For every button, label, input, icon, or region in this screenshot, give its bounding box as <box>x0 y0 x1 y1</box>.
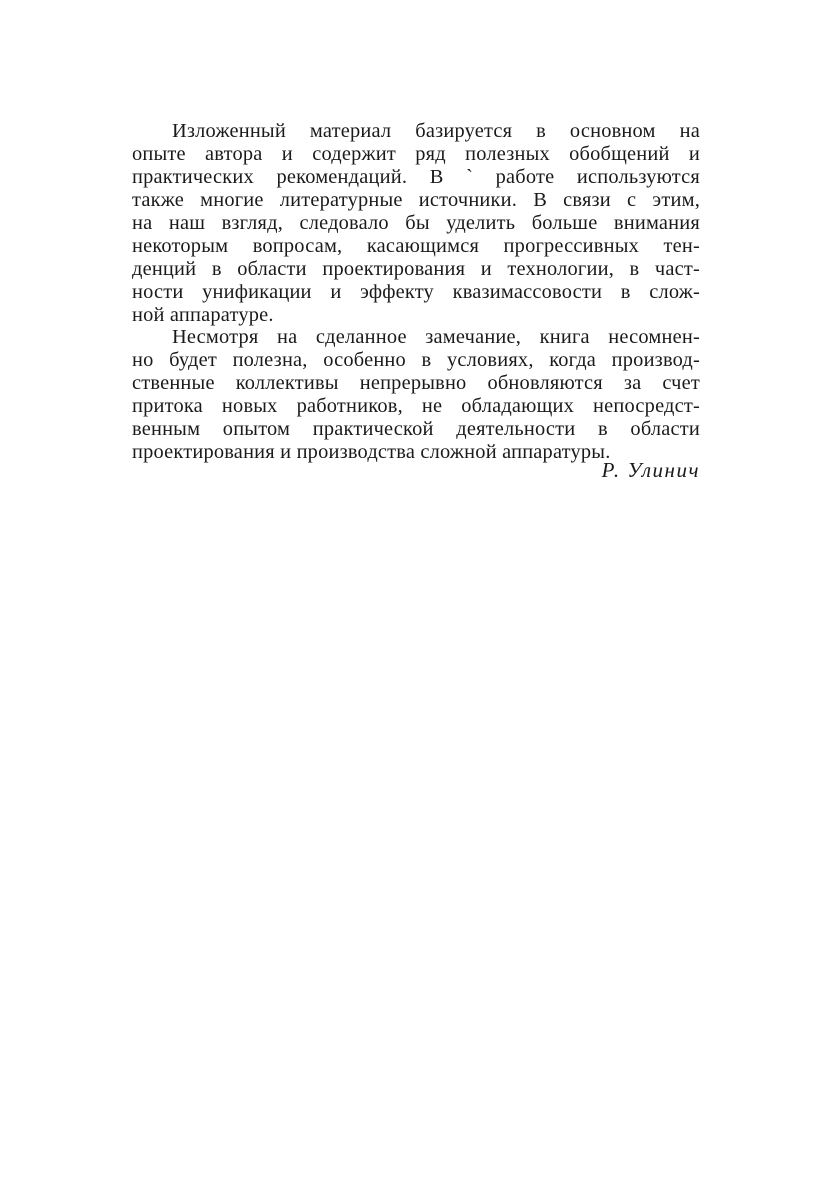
text-line: венным опытом практической деятельности в области <box>132 418 700 441</box>
text-line: на наш взгляд, следовало бы уделить больше внимания <box>132 211 700 234</box>
text-line: также многие литературные источники. В связи с этим, <box>132 188 700 211</box>
text-line: опыте автора и содержит ряд полезных обобщений и <box>132 142 700 165</box>
text-line: Изложенный материал базируется в основном на <box>172 120 700 142</box>
text-line: практических рекомендаций. В ` работе используются <box>132 165 700 188</box>
text-line: но будет полезна, особенно в условиях, когда производ- <box>132 349 700 372</box>
body-text <box>132 120 700 464</box>
paragraph-1 <box>132 120 700 326</box>
text-line: проектирования и производства сложной аппаратуры. <box>132 441 611 464</box>
text-line: ственные коллективы непрерывно обновляются за счет <box>132 372 700 395</box>
text-line: ной аппаратуре. <box>132 303 274 326</box>
text-line: ности унификации и эффекту квазимассовости в слож- <box>132 280 700 303</box>
text-line: притока новых работников, не обладающих непосредст- <box>132 395 700 418</box>
text-line: Несмотря на сделанное замечание, книга несомнен- <box>172 326 700 349</box>
paragraph-2 <box>132 326 700 464</box>
text-line: некоторым вопросам, касающимся прогрессивных тен- <box>132 234 700 257</box>
text-line: денций в области проектирования и технологии, в част- <box>132 257 700 280</box>
author-signature: Р. Улинич <box>601 458 700 482</box>
